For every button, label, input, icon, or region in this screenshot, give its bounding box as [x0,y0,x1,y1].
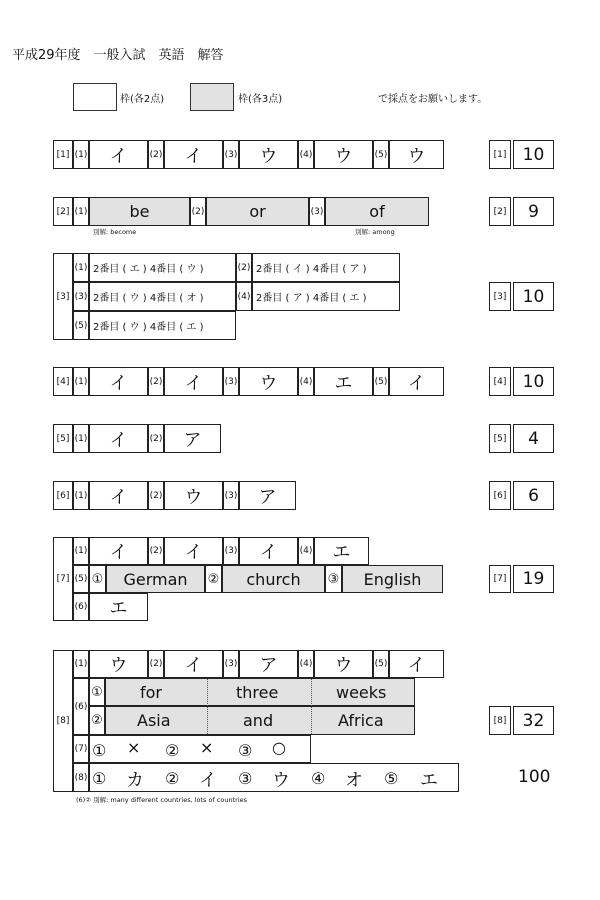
answer-cell: ウ [239,367,298,396]
page-title: 平成29年度 一般入試 英語 解答 [12,48,224,63]
answer-cell: イ [89,481,148,510]
sub-question-number: ① [92,741,107,760]
question-number: (4) [298,650,314,678]
answer-mark: × [127,738,141,757]
answer-word: weeks [336,683,387,702]
question-number: (2) [190,197,206,226]
sub-question-number: ③ [238,769,253,788]
score-value: 6 [513,481,554,510]
answer-cell: イ [239,537,298,565]
answer-cell: 2番目 ( ウ ) 4番目 ( エ ) [89,311,236,340]
answer-word: three [236,683,279,702]
answer-cell: エ [314,367,373,396]
sub-question-number: ① [89,678,105,706]
answer-cell: 2番目 ( ウ ) 4番目 ( オ ) [89,282,236,311]
sub-question-number: ① [89,565,106,593]
answer-cell: エ [420,770,438,791]
question-number: (3) [223,650,239,678]
word-divider [207,679,208,734]
answer-cell: ウ [89,650,148,678]
sub-question-number: ④ [311,769,326,788]
question-number: (3) [223,367,239,396]
question-number: (2) [148,650,164,678]
sub-question-number: ⑤ [384,769,399,788]
answer-cell: イ [164,367,223,396]
question-number: (2) [148,140,164,169]
score-label: [1] [489,140,511,169]
score-label: [7] [489,565,511,593]
answer-cell: 2番目 ( ア ) 4番目 ( エ ) [252,282,400,311]
answer-cell: of [325,197,429,226]
section-label: [5] [53,424,73,453]
question-number: (3) [223,140,239,169]
question-number: (5) [73,311,89,340]
alternative-answer-note: (6)② 別解: many different countries, lots of countries [76,796,248,804]
question-number: (1) [73,481,89,510]
answer-cell: オ [345,770,363,791]
sub-question-number: ② [205,565,222,593]
word-divider [311,679,312,734]
question-number: (8) [73,763,89,792]
answer-cell: ウ [239,140,298,169]
answer-cell: エ [89,593,148,621]
answer-mark: ○ [272,738,286,757]
answer-cell: イ [164,140,223,169]
section-label: [6] [53,481,73,510]
legend-gray-box [190,83,234,111]
question-number: (4) [236,282,252,311]
answer-cell: ア [164,424,221,453]
alternative-answer-note: 別解: among [355,228,395,236]
sub-question-number: ② [165,769,180,788]
answer-cell: イ [389,650,444,678]
section-label: [1] [53,140,73,169]
answer-cell: 2番目 ( イ ) 4番目 ( ア ) [252,253,400,282]
score-value: 9 [513,197,554,226]
question-number: (5) [373,650,389,678]
answer-cell: エ [314,537,369,565]
legend-white-label: 枠(各2点) [120,94,165,105]
legend-note: で採点をお願いします。 [378,94,488,105]
answer-word: for [140,683,162,702]
question-number: (1) [73,140,89,169]
score-value: 4 [513,424,554,453]
answer-mark: × [200,738,214,757]
answer-cell: 2番目 ( エ ) 4番目 ( ウ ) [89,253,236,282]
answer-cell: German [106,565,205,593]
score-value: 10 [513,367,554,396]
sub-question-number: ② [165,741,180,760]
score-value: 10 [513,140,554,169]
question-number: (1) [73,367,89,396]
question-number: (3) [223,537,239,565]
answer-word: Asia [137,711,171,730]
sub-question-number: ① [92,769,107,788]
legend-gray-label: 枠(各3点) [238,94,283,105]
question-number: (3) [223,481,239,510]
question-number: (2) [148,367,164,396]
score-label: [2] [489,197,511,226]
question-number: (1) [73,424,89,453]
score-label: [8] [489,706,511,735]
question-number: (5) [373,367,389,396]
score-label: [5] [489,424,511,453]
answer-cell: ア [239,481,296,510]
score-label: [4] [489,367,511,396]
question-number: (4) [298,140,314,169]
question-number: (6) [73,593,89,621]
question-number: (4) [298,537,314,565]
answer-cell: イ [89,537,148,565]
answer-cell: イ [389,367,444,396]
section-label: [7] [53,537,73,621]
answer-cell: be [89,197,190,226]
question-number: (5) [373,140,389,169]
sub-question-number: ③ [325,565,342,593]
sub-question-number: ③ [238,741,253,760]
answer-cell: イ [164,537,223,565]
section-label: [3] [53,253,73,340]
answer-cell: イ [164,650,223,678]
alternative-answer-note: 別解: become [93,228,137,236]
question-number: (2) [148,537,164,565]
score-label: [3] [489,282,511,311]
score-value: 10 [513,282,554,311]
section-label: [4] [53,367,73,396]
answer-cell: or [206,197,309,226]
answer-cell: ウ [314,650,373,678]
answer-cell: ウ [389,140,444,169]
sub-question-number: ② [89,706,105,735]
answer-cell: ウ [314,140,373,169]
question-number: (1) [73,650,89,678]
legend-white-box [73,83,117,111]
score-value: 32 [513,706,554,735]
answer-cell: ア [239,650,298,678]
question-number: (2) [148,481,164,510]
question-number: (4) [298,367,314,396]
answer-word: Africa [338,711,384,730]
question-number: (3) [73,282,89,311]
score-label: [6] [489,481,511,510]
answer-cell: ウ [272,770,290,791]
question-number: (1) [73,253,89,282]
total-score: 100 [518,767,551,787]
answer-cell: カ [126,770,144,791]
question-number: (6) [73,678,89,735]
question-number: (2) [236,253,252,282]
score-value: 19 [513,565,554,593]
section-label: [2] [53,197,73,226]
answer-cell: イ [89,367,148,396]
question-number: (1) [73,197,89,226]
question-number: (5) [73,565,89,593]
answer-cell: イ [199,770,217,791]
question-number: (3) [309,197,325,226]
question-number: (2) [148,424,164,453]
answer-cell: ウ [164,481,223,510]
answer-word: and [243,711,274,730]
answer-cell: イ [89,140,148,169]
answer-cell: イ [89,424,148,453]
answer-cell: English [342,565,443,593]
question-number: (7) [73,735,89,763]
section-label: [8] [53,650,73,792]
question-number: (1) [73,537,89,565]
answer-cell: church [222,565,325,593]
